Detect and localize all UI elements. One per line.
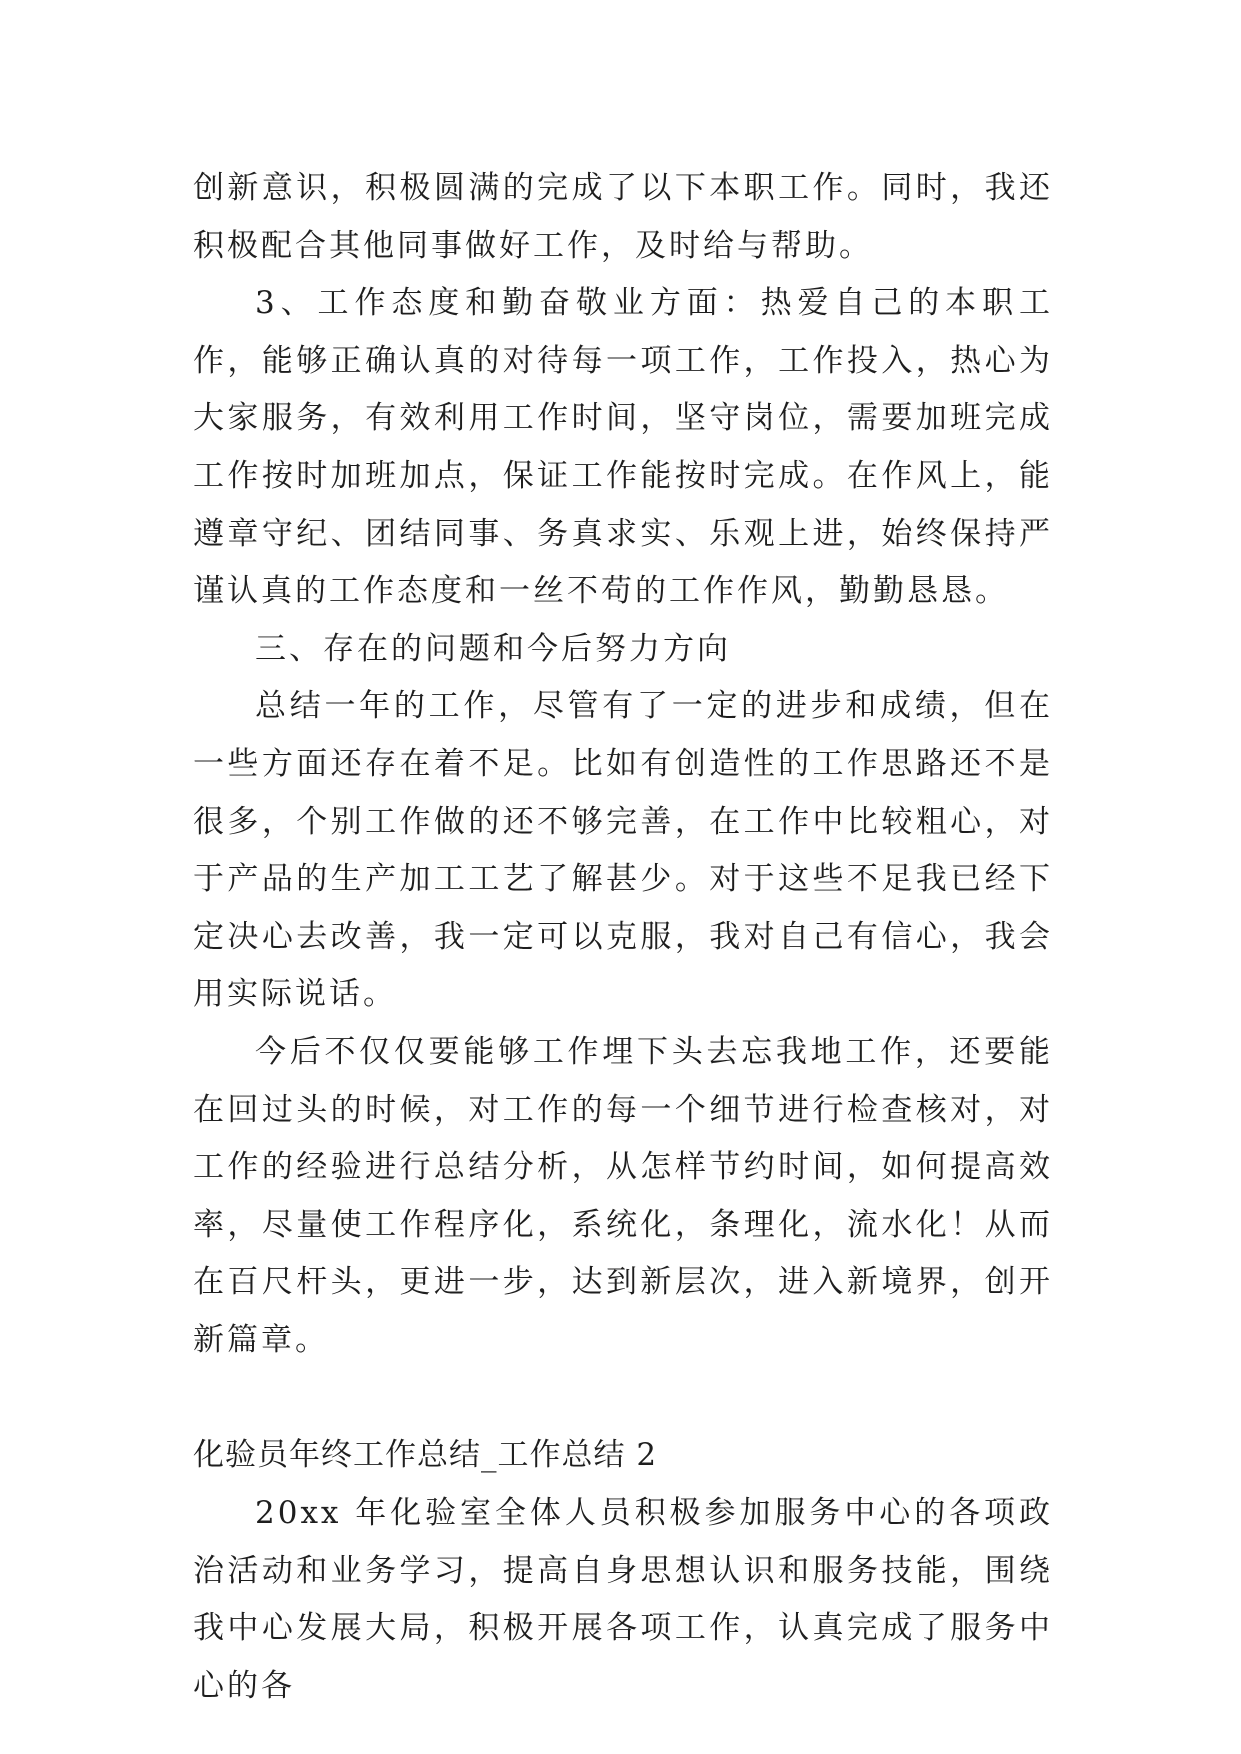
section-title-2: 化验员年终工作总结_工作总结 2 [193, 1437, 658, 1474]
paragraph-summary: 总结一年的工作，尽管有了一定的进步和成绩，但在一些方面还存在着不足。比如有创造性的工作思路还不是很多，个别工作做的还不够完善，在工作中比较粗心，对于产品的生产加工工艺了解甚少。对于这些不足我已经下定决心去改善，我一定可以克服，我对自己有信心，我会用实际说话。 [193, 688, 1053, 1013]
paragraph-future: 今后不仅仅要能够工作埋下头去忘我地工作，还要能在回过头的时候，对工作的每一个细节进行检查核对，对工作的经验进行总结分析，从怎样节约时间，如何提高效率，尽量使工作程序化，系统化，条理化，流水化！从而在百尺杆头，更进一步，达到新层次，进入新境界，创开新篇章。 [193, 1033, 1053, 1358]
document-body [193, 160, 1053, 1715]
section-heading-problems: 三、存在的问题和今后努力方向 [255, 630, 731, 667]
paragraph-work-attitude: 3、工作态度和勤奋敬业方面：热爱自己的本职工作，能够正确认真的对待每一项工作，工作投入，热心为大家服务，有效利用工作时间，坚守岗位，需要加班完成工作按时加班加点，保证工作能按时完成。在作风上，能遵章守纪、团结同事、务真求实、乐观上进，始终保持严谨认真的工作态度和一丝不苟的工作作风，勤勤恳恳。 [193, 285, 1053, 610]
paragraph-lab-intro: 20xx 年化验室全体人员积极参加服务中心的各项政治活动和业务学习，提高自身思想认识和服务技能，围绕我中心发展大局，积极开展各项工作，认真完成了服务中心的各 [193, 1495, 1053, 1704]
paragraph-continued: 创新意识，积极圆满的完成了以下本职工作。同时，我还积极配合其他同事做好工作，及时给与帮助。 [193, 170, 1053, 264]
